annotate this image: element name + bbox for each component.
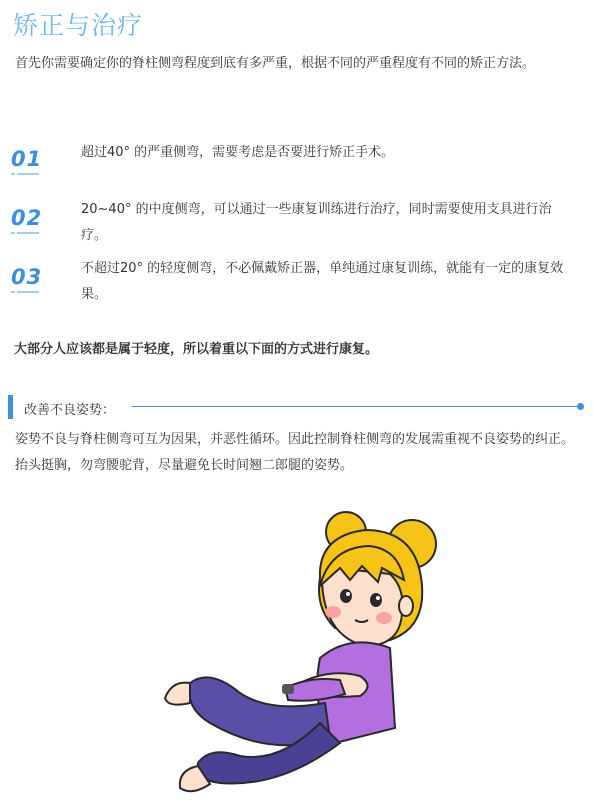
item-number: 03	[11, 265, 43, 289]
item-text: 不超过20° 的轻度侧弯，不必佩戴矫正器，单纯通过康复训练，就能有一定的康复效果。	[81, 261, 564, 302]
number-underline	[11, 232, 39, 234]
item-number: 02	[11, 206, 43, 230]
intro-paragraph: 首先你需要确定你的脊柱侧弯程度到底有多严重，根据不同的严重程度有不同的矫正方法。	[15, 56, 536, 71]
page-title: 矫正与治疗	[13, 11, 144, 40]
item-text: 超过40° 的严重侧弯，需要考虑是否要进行矫正手术。	[81, 145, 395, 160]
emphasis-line: 大部分人应该都是属于轻度，所以着重以下面的方式进行康复。	[14, 342, 379, 357]
item-number: 01	[11, 147, 43, 171]
section-accent-bar	[8, 395, 13, 419]
section-body: 姿势不良与脊柱侧弯可互为因果，并恶性循环。因此控制脊柱侧弯的发展需重视不良姿势的纠正。抬头挺胸，勿弯腰驼背，尽量避免长时间翘二郎腿的姿势。	[15, 432, 575, 473]
item-text: 20~40° 的中度侧弯，可以通过一些康复训练进行治疗，同时需要使用支具进行治疗。	[81, 202, 552, 243]
section-divider-dot	[577, 403, 584, 410]
number-underline	[11, 291, 39, 293]
section-title: 改善不良姿势：	[24, 403, 116, 418]
girl-sit-up-illustration	[150, 508, 450, 800]
number-underline	[11, 173, 39, 175]
section-divider	[132, 406, 580, 407]
